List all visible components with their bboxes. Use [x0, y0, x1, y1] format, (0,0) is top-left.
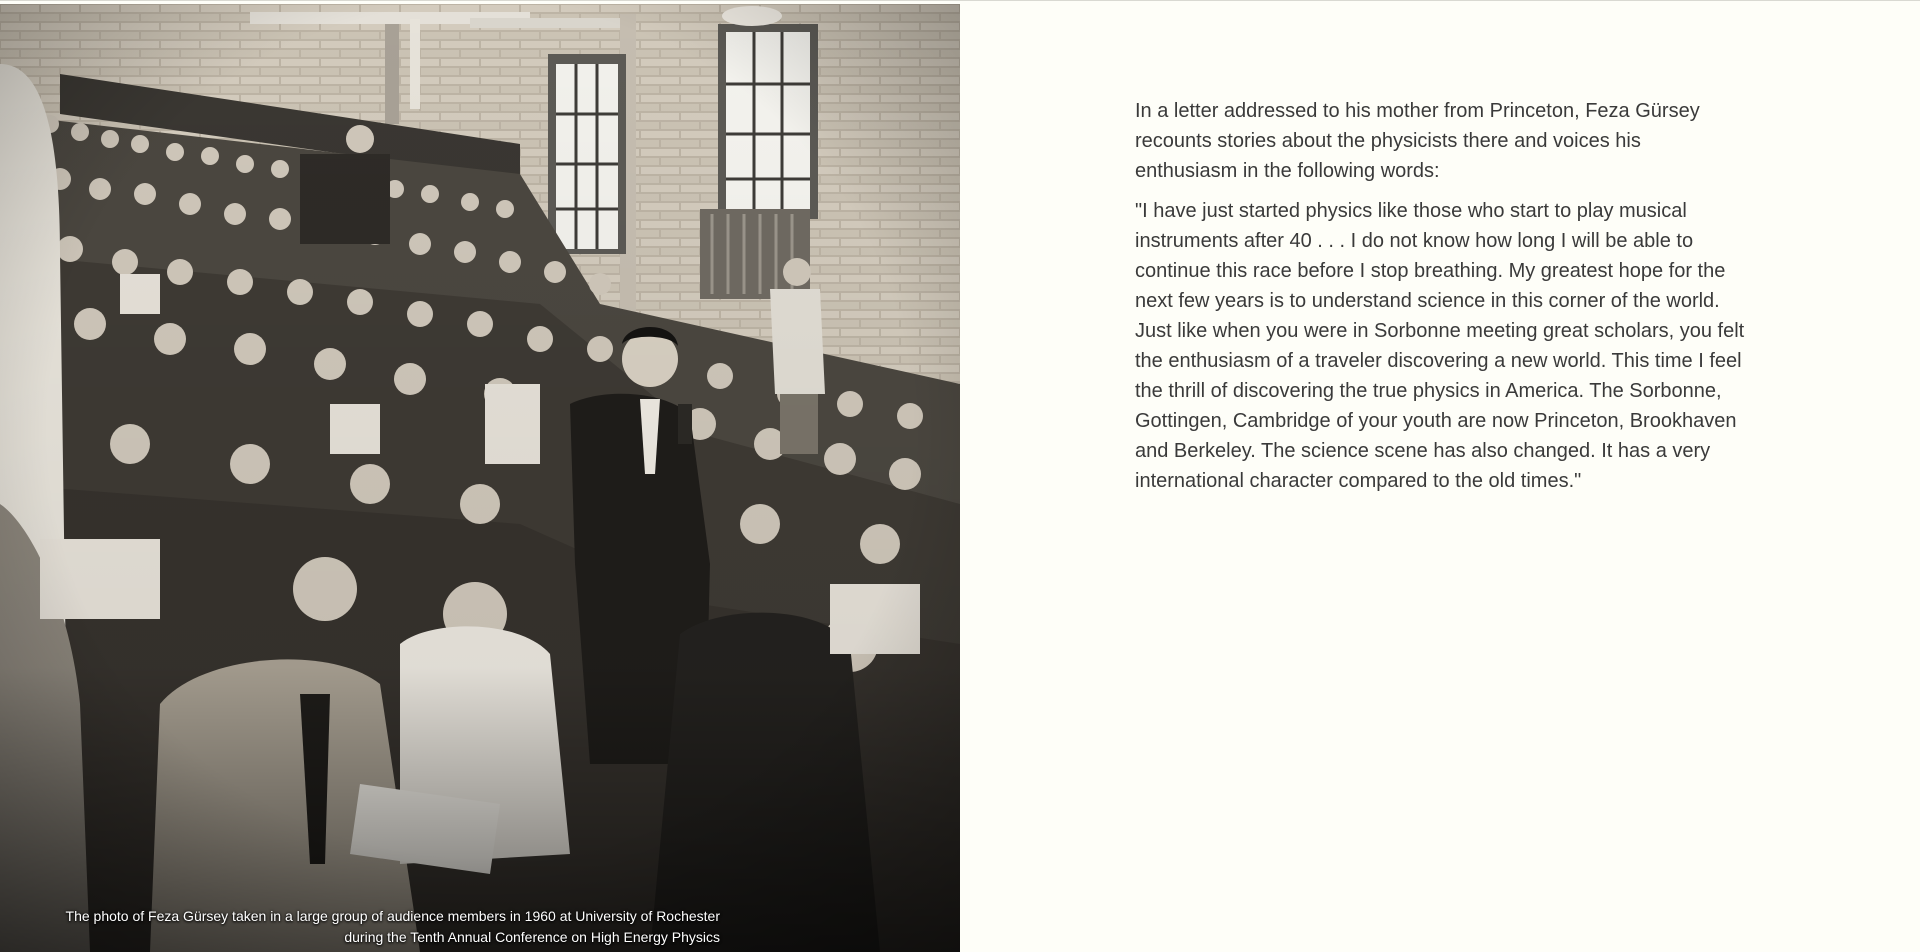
conference-photo [0, 4, 960, 952]
quote-paragraph: "I have just started physics like those who start to play musical instruments after 40 . . . I do not know how long I will be able to continue this race before I stop breathing. My greatest hope for the next few years is to understand science in this corner of the world. Just like when you were in Sorbonne meeting great scholars, you felt the enthusiasm of a traveler discovering a new world. This time I feel the thrill of discovering the true physics in America. The Sorbonne, Gottingen, Cambridge of your youth are now Princeton, Brookhaven and Berkeley. The science scene has also changed. It has a very international character compared to the old times." [1135, 200, 1745, 492]
photo-caption-line-1: The photo of Feza Gürsey taken in a large group of audience members in 1960 at University of Rochester [65, 908, 720, 924]
top-divider [0, 0, 1920, 1]
photo-caption-line-2: during the Tenth Annual Conference on High Energy Physics [344, 929, 720, 945]
intro-paragraph: In a letter addressed to his mother from Princeton, Feza Gürsey recounts stories about the physicists there and voices his enthusiasm in the following words: [1135, 100, 1700, 182]
photo-illustration [0, 4, 960, 952]
article-text [1135, 96, 1745, 506]
photo-caption [0, 906, 720, 948]
